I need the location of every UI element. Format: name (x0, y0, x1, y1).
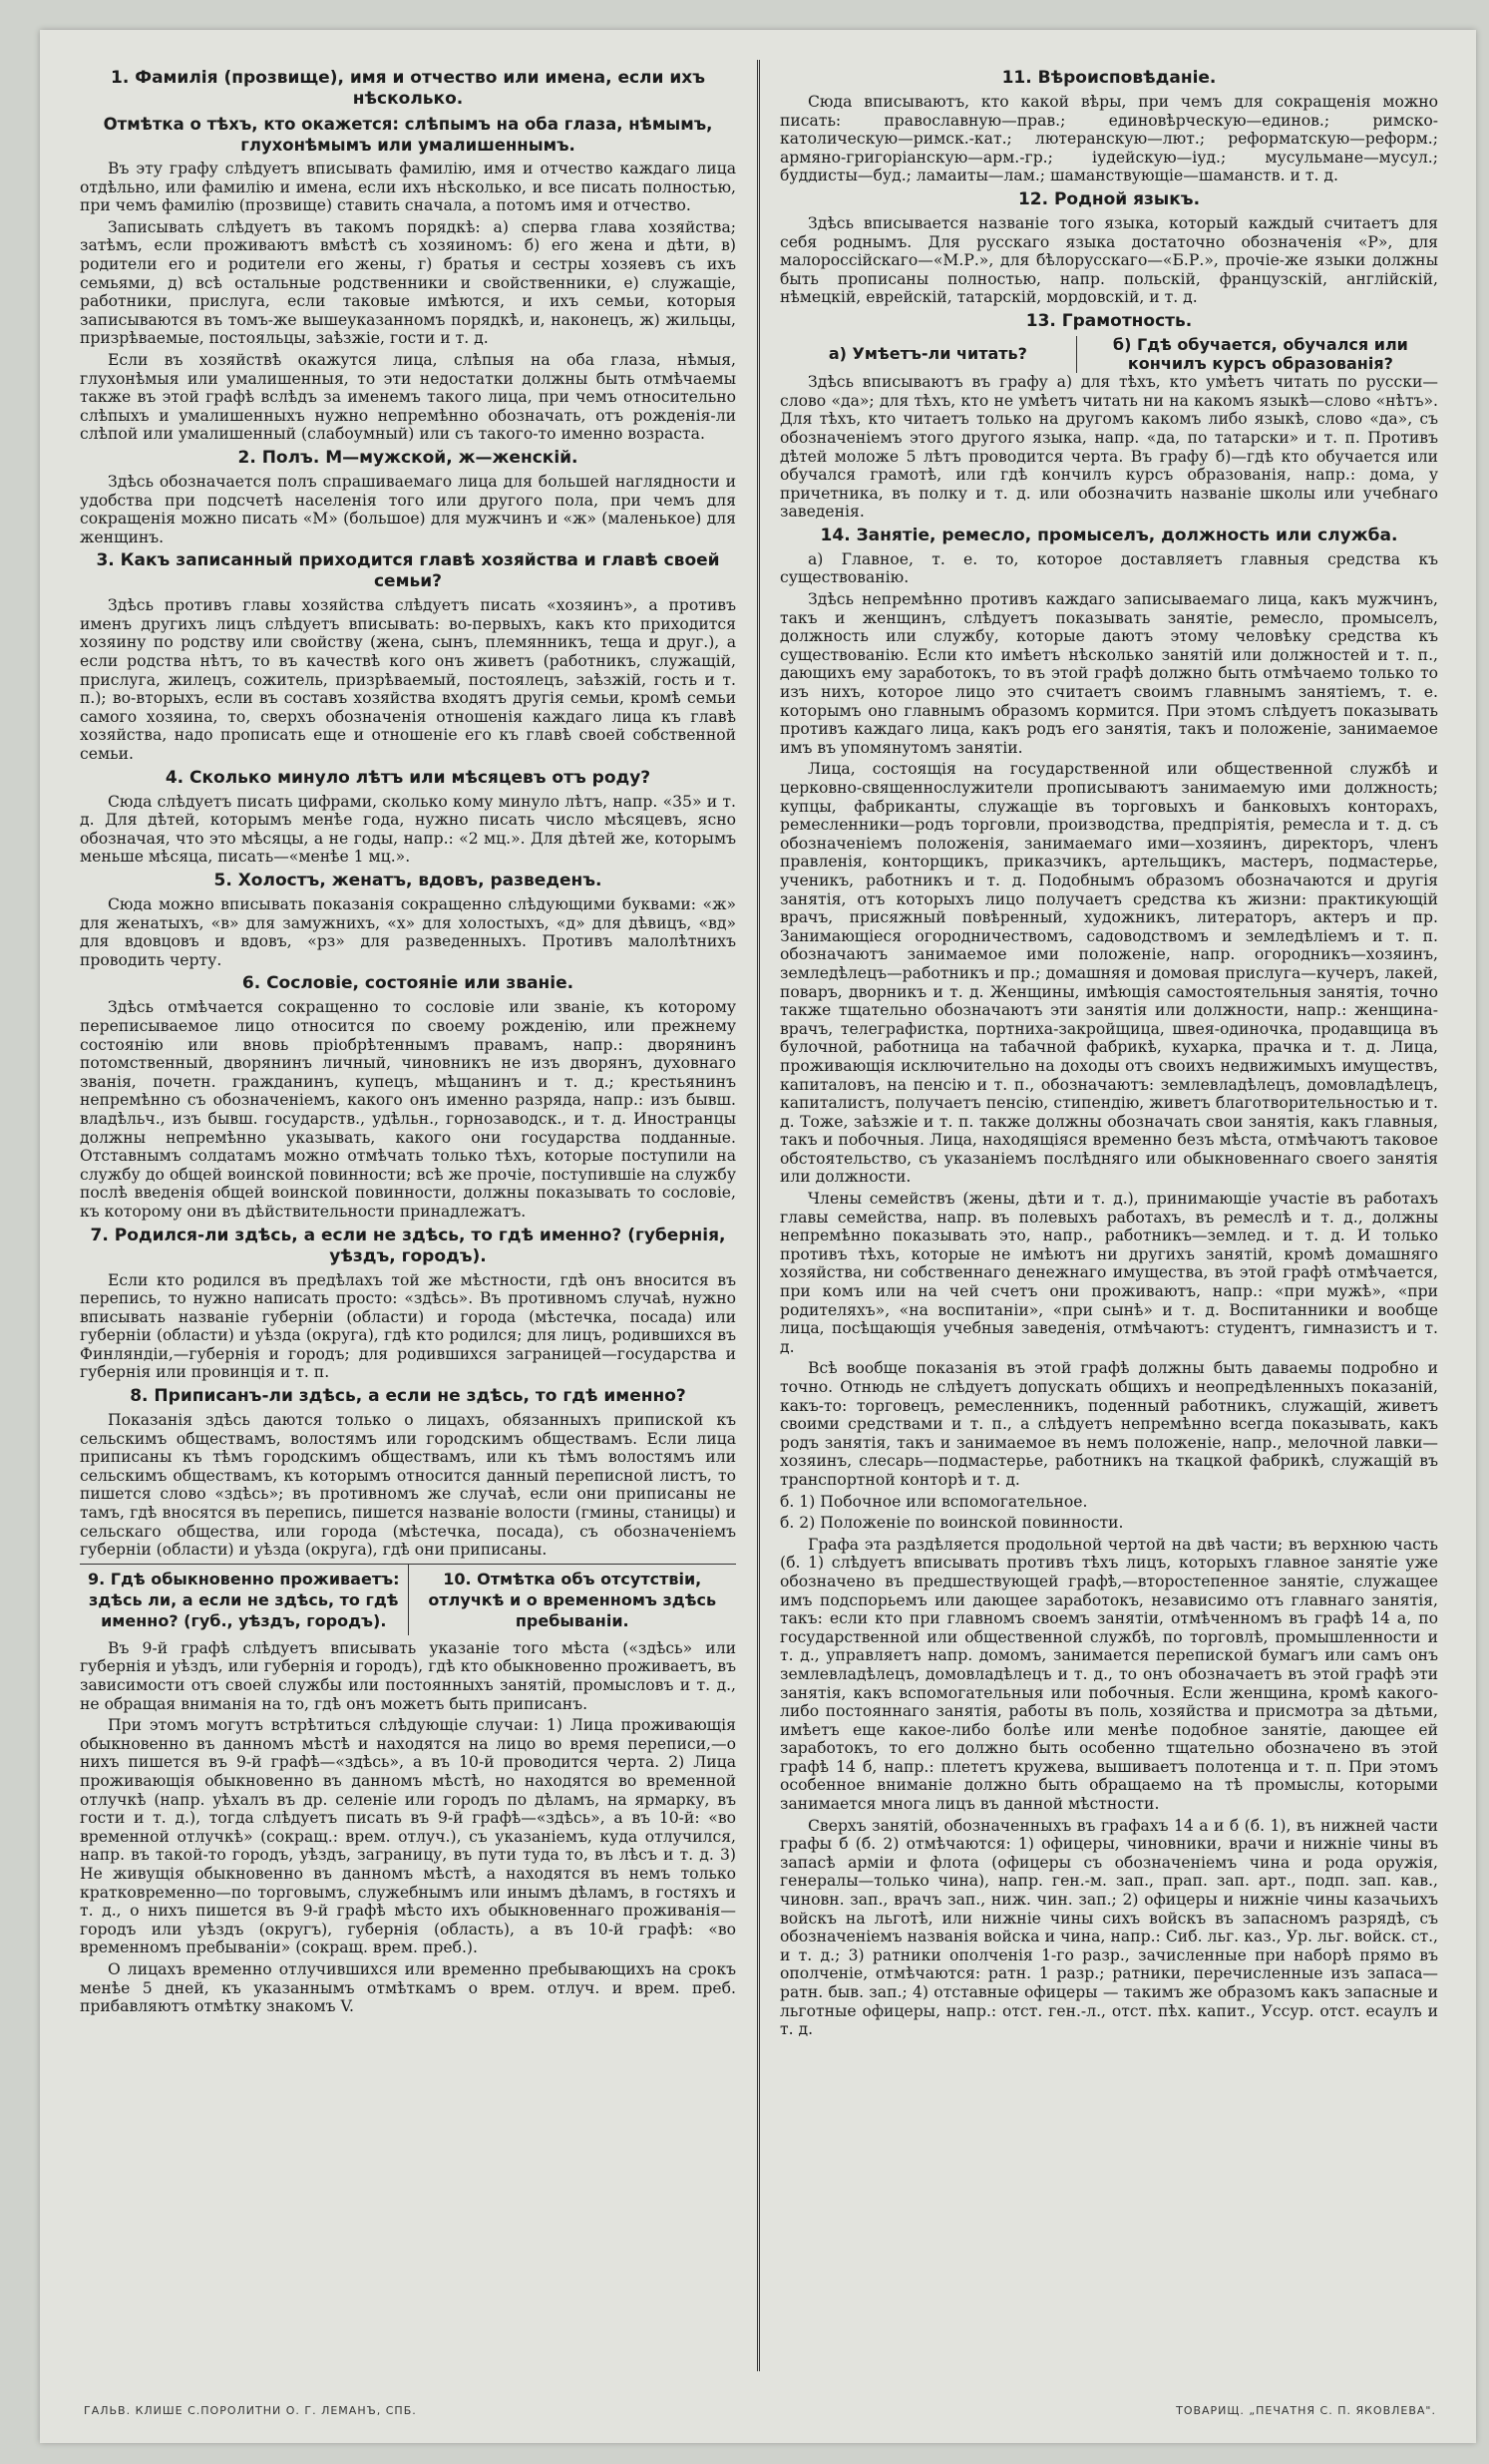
section-1-paragraph: Въ эту графу слѣдуетъ вписывать фамилію, имя и отчество каждаго лица отдѣльно, или фамилію и имена, если ихъ нѣсколько, и все писать полностью, при чемъ фамилію (прозвище) ставить сначала, а потомъ имя и отчество. (80, 160, 736, 215)
section-14-paragraph: Здѣсь непремѣнно противъ каждаго записываемаго лица, какъ мужчинъ, такъ и женщинъ, слѣдуетъ показывать занятіе, ремесло, промыселъ, должность или службу, которые даютъ этому человѣку средства къ существованію. Если кто имѣетъ нѣсколько занятій или должностей и т. п., дающихъ ему заработокъ, то въ этой графѣ должно быть отмѣчаемо только то изъ нихъ, которое лицо это считаетъ своимъ главнымъ занятіемъ, т. е. которымъ оно главнымъ образомъ кормится. При этомъ слѣдуетъ показывать противъ каждаго лица, какъ родъ его занятія, такъ и положеніе, занимаемое имъ въ упомянутомъ занятіи. (780, 590, 1438, 757)
section-14-subheading-b1: б. 1) Побочное или вспомогательное. (780, 1492, 1088, 1511)
left-column (80, 64, 736, 2373)
sections-9-10-header (80, 1564, 736, 1635)
section-8-paragraph: Показанія здѣсь даются только о лицахъ, обязанныхъ припиской къ сельскимъ обществамъ, волостямъ или городскимъ обществамъ. Если лица приписаны къ тѣмъ городскимъ обществамъ, или къ тѣмъ волостямъ или сельскимъ обществамъ, къ которымъ относится данный переписной листъ, то пишется слово «здѣсь»; въ противномъ же случаѣ, если они приписаны не тамъ, гдѣ вносятся въ перепись, пишется названіе волости (гмины, станицы) и сельскаго общества, или города (мѣстечка, посада), съ обозначеніемъ губерніи (области) и уѣзда (округа), гдѣ они приписаны. (80, 1411, 736, 1560)
section-1-paragraph: Записывать слѣдуетъ въ такомъ порядкѣ: а) сперва глава хозяйства; затѣмъ, если проживаютъ вмѣстѣ съ хозяиномъ: б) его жена и дѣти, в) родители его и родители его жены, г) братья и сестры хозяевъ съ ихъ семьями, д) всѣ остальные родственники и свойственники, е) служащіе, работники, прислуга, если таковые имѣются, и ихъ семьи, которыя записываются въ томъ-же вышеуказанномъ порядкѣ, и, наконецъ, ж) жильцы, призрѣваемые, постояльцы, заѣзжіе, гости и т. д. (80, 217, 736, 348)
census-instruction-page (40, 30, 1476, 2443)
section-9-paragraph: При этомъ могутъ встрѣтиться слѣдующіе случаи: 1) Лица проживающія обыкновенно въ данномъ мѣстѣ и находятся на лицо во время переписи,—о нихъ пишется въ 9-й графѣ—«здѣсь», а въ 10-й проводится черта. 2) Лица проживающія обыкновенно въ данномъ мѣстѣ, но находятся во временной отлучкѣ (напр. уѣхалъ въ др. селеніе или городъ по дѣламъ, на ярмарку, въ гости и т. д.), тогда слѣдуетъ писать въ 9-й графѣ—«здѣсь», а въ 10-й: «во временной отлучкѣ» (сокращ.: врем. отлуч.), съ указаніемъ, куда отлучился, напр. въ такой-то городъ, уѣздъ, заграницу, въ пути туда то, въ лѣсъ и т. д. 3) Не живущія обыкновенно въ данномъ мѣстѣ, а находятся въ немъ только кратковременно—по торговымъ, служебнымъ или инымъ дѣламъ, в гостяхъ и т. д., о нихъ пишется въ 9-й графѣ мѣсто ихъ обыкновеннаго проживанія—городъ или уѣздъ (округъ), губернія (область), а въ 10-й графѣ: «во временномъ пребываніи» (сокращ. врем. преб.). (80, 1716, 736, 1957)
column-divider (757, 60, 760, 2371)
section-11-title: 11. Вѣроисповѣданіе. (1001, 68, 1217, 88)
right-column (780, 64, 1438, 2373)
section-2-title: 2. Полъ. М—мужской, ж—женскій. (237, 447, 578, 468)
printer-credit-left: ГАЛЬВ. КЛИШЕ С.ПОРОЛИТНИ О. Г. ЛЕМАНЪ, СПБ. (84, 2404, 417, 2417)
section-1-title: 1. Фамилія (прозвище), имя и отчество или имена, если ихъ нѣсколько. (111, 68, 705, 109)
section-9-title: 9. Гдѣ обыкновенно проживаетъ: здѣсь ли, а если не здѣсь, то гдѣ именно? (губ., уѣздъ, городъ). (87, 1569, 400, 1630)
section-4-paragraph: Сюда слѣдуетъ писать цифрами, сколько кому минуло лѣтъ, напр. «35» и т. д. Для дѣтей, которымъ менѣе года, нужно писать число мѣсяцевъ, ясно обозначая, что это мѣсяцы, а не годы, напр.: «2 мц.». Для дѣтей же, которымъ меньше мѣсяца, писать—«менѣе 1 мц.». (80, 792, 736, 867)
section-10-header-cell (408, 1565, 737, 1635)
section-7-paragraph: Если кто родился въ предѣлахъ той же мѣстности, гдѣ онъ вносится въ перепись, то нужно написать просто: «здѣсь». Въ противномъ случаѣ, нужно вписывать названіе губерніи (области) и города (мѣстечка, посада) или губерніи (области) и уѣзда (округа), гдѣ кто родился; для лицъ, родившихся въ Финляндіи,—губернія и городъ; для родившихся заграницей—государства и губернія или провинція и т. п. (80, 1270, 736, 1382)
section-7-title: 7. Родился-ли здѣсь, а если не здѣсь, то гдѣ именно? (губернія, уѣздъ, городъ). (90, 1225, 726, 1266)
section-1-paragraph: Если въ хозяйствѣ окажутся лица, слѣпыя на оба глаза, нѣмыя, глухонѣмыя или умалишенныя, то эти недостатки должны быть отмѣчаемы также въ этой графѣ вслѣдъ за именемъ такого лица, при чемъ относительно слѣпыхъ и умалишенныхъ нужно непремѣнно обозначать, отъ рожденія-ли слѣпой или умалишенный (слабоумный) или съ такого-то именно возраста. (80, 350, 736, 444)
section-14-subheading-a: а) Главное, т. е. то, которое доставляетъ главныя средства къ существованію. (780, 549, 1438, 587)
section-10-title: 10. Отмѣтка объ отсутствіи, отлучкѣ и о временномъ здѣсь пребываніи. (428, 1569, 717, 1630)
section-12-paragraph: Здѣсь вписывается названіе того языка, который каждый считаетъ для себя роднымъ. Для русскаго языка достаточно обозначенія «Р», для малороссійскаго—«М.Р.», для бѣлорусскаго—«Б.Р.», прочіе-же языки должны быть прописаны полностью, напр. польскій, французскій, англійскій, нѣмецкій, еврейскій, татарскій, мордовскій, и т. д. (780, 213, 1438, 307)
section-5-title: 5. Холостъ, женатъ, вдовъ, разведенъ. (213, 871, 602, 890)
section-2-paragraph: Здѣсь обозначается полъ спрашиваемаго лица для большей наглядности и удобства при подсчетѣ населенія того или другого пола, при чемъ для сокращенія можно писать «М» (большое) для мужчинъ и «ж» (маленькое) для женщинъ. (80, 472, 736, 546)
section-9-header-cell (80, 1565, 408, 1635)
section-13-title: 13. Грамотность. (1025, 310, 1193, 331)
section-14-paragraph: Члены семействъ (жены, дѣти и т. д.), принимающіе участіе въ работахъ главы семейства, напр. въ полевыхъ работахъ, въ ремеслѣ и т. д., должны непремѣнно показывать это, напр., работникъ—землед. и т. д. И только противъ тѣхъ, которые не имѣютъ ни другихъ занятій, кромѣ домашняго хозяйства, ни собственнаго денежнаго имущества, въ этой графѣ отмѣчается, при комъ или на чей счетъ они проживаютъ, напр.: «при мужѣ», «при родителяхъ», «на воспитаніи», «при сынѣ» и т. д. Воспитанники и вообще лица, посѣщающія учебныя заведенія, отмѣчаютъ: студентъ, гимназистъ и т. д. (780, 1190, 1438, 1356)
section-6-paragraph: Здѣсь отмѣчается сокращенно то сословіе или званіе, къ которому переписываемое лицо относится по своему рожденію, или прежнему состоянію или вновь пріобрѣтеннымъ правамъ, напр.: дворянинъ потомственный, дворянинъ личный, чиновникъ не изъ дворянъ, духовнаго званія, почетн. гражданинъ, купецъ, мѣщанинъ и т. д.; крестьянинъ непремѣнно съ обозначеніемъ, какого онъ именно разряда, напр.: изъ бывш. владѣльч., изъ бывш. государств., удѣльн., горнозаводск., и т. д. Иностранцы должны непремѣнно указывать, какого они государства подданные. Отставнымъ солдатамъ можно отмѣчать только тѣхъ, которые поступили на службу до общей воинской повинности; всѣ же прочіе, поступившіе на службу послѣ введенія общей воинской повинности, должны показывать то сословіе, къ которому они въ дѣйствительности принадлежатъ. (80, 998, 736, 1221)
section-12-title: 12. Родной языкъ. (1017, 188, 1201, 209)
section-5-paragraph: Сюда можно вписывать показанія сокращенно слѣдующими буквами: «ж» для женатыхъ, «в» для замужнихъ, «х» для холостыхъ, «д» для дѣвицъ, «вд» для вдовцовъ и вдовъ, «рз» для разведенныхъ. Противъ малолѣтнихъ проводить черту. (80, 895, 736, 969)
section-13-paragraph: Здѣсь вписываютъ въ графу а) для тѣхъ, кто умѣетъ читать по русски—слово «да»; для тѣхъ, кто не умѣетъ читать ни на какомъ языкѣ—слово «нѣтъ». Для тѣхъ, кто читаетъ только на другомъ какомъ либо языкѣ, слово «да», съ обозначеніемъ этого другого языка, напр. «да, по татарски» и т. п. Противъ дѣтей моложе 5 лѣтъ проводится черта. Въ графу б)—гдѣ кто обучается или обучался грамотѣ, или гдѣ кончилъ курсъ образованія, напр.: дома, у причетника, въ полку и т. д. или обозначить названіе школы или учебнаго заведенія. (780, 373, 1438, 522)
section-13-a-label: а) Умѣетъ-ли читать? (828, 344, 1027, 364)
section-6-title: 6. Сословіе, состояніе или званіе. (241, 973, 574, 994)
section-13-subheader (780, 336, 1438, 373)
section-13-b-label: б) Гдѣ обучается, обучался или кончилъ курсъ образованія? (1076, 336, 1438, 373)
section-9-paragraph: О лицахъ временно отлучившихся или временно пребывающихъ на срокъ менѣе 5 дней, къ указаннымъ отмѣткамъ о врем. отлуч. и врем. преб. прибавляютъ отмѣтку знакомъ V. (80, 1959, 736, 2016)
section-11-paragraph: Сюда вписываютъ, кто какой вѣры, при чемъ для сокращенія можно писать: православную—прав.; единовѣрческую—единов.; римско-католическую—римск.-кат.; лютеранскую—лют.; реформатскую—реформ.; армяно-григоріанскую—арм.-гр.; іудейскую—іуд.; мусульмане—мусул.; буддисты—буд.; ламаиты—лам.; шаманствующіе—шаманств. и т. д. (780, 93, 1438, 185)
section-9-paragraph: Въ 9-й графѣ слѣдуетъ вписывать указаніе того мѣста («здѣсь» или губернія и уѣздъ, или губернія и городъ), гдѣ кто обыкновенно проживаетъ, въ зависимости отъ своей службы или постоянныхъ занятій, промысловъ и т. д., не обращая вниманія на то, гдѣ онъ можетъ быть приписанъ. (80, 1638, 736, 1713)
section-4-title: 4. Сколько минуло лѣтъ или мѣсяцевъ отъ роду? (165, 767, 651, 788)
section-14-paragraph: Сверхъ занятій, обозначенныхъ въ графахъ 14 а и б (б. 1), въ нижней части графы б (б. 2) отмѣчаются: 1) офицеры, чиновники, врачи и нижніе чины въ запасѣ арміи и флота (офицеры съ обозначеніемъ чина и рода оружія, генералы—только чина), напр. ген.-м. зап., прап. зап. арт., подп. зап. кав., чиновн. зап., врачъ зап., ниж. чин. зап.; 2) офицеры и нижніе чины казачьихъ войскъ на льготѣ, или нижніе чины сихъ войскъ въ запасномъ разрядѣ, съ обозначеніемъ названія войска и чина, напр.: Сиб. льг. каз., Ур. льг. войск. ст., и т. д.; 3) ратники ополченія 1-го разр., зачисленные при наборѣ прямо въ ополченіе, отмѣчаются: ратн. 1 разр.; ратники, перечисленные изъ запаса—ратн. быв. зап.; 4) отставные офицеры — такимъ же образомъ какъ запасные и льготные офицеры, напр.: отст. ген.-л., отст. пѣх. капит., Уссур. отст. есаулъ и т. д. (780, 1816, 1438, 2039)
section-14-paragraph: Всѣ вообще показанія въ этой графѣ должны быть даваемы подробно и точно. Отнюдь не слѣдуетъ допускать общихъ и неопредѣленныхъ показаній, какъ-то: торговецъ, ремесленникъ, поденный работникъ, служащій, живетъ своими средствами и т. п., а слѣдуетъ непремѣнно всегда показывать, какъ родъ занятія, такъ и занимаемое въ немъ положеніе, напр., мелочной лавки—хозяинъ, слесарь—подмастерье, работникъ на ткацкой фабрикѣ, служащій въ транспортной конторѣ и т. д. (780, 1359, 1438, 1489)
section-14-title: 14. Занятіе, ремесло, промыселъ, должность или служба. (820, 525, 1398, 545)
section-3-title: 3. Какъ записанный приходится главѣ хозяйства и главѣ своей семьи? (96, 550, 720, 592)
section-14-paragraph: Лица, состоящія на государственной или общественной службѣ и церковно-священнослужители прописываютъ занимаемую ими должность; купцы, фабриканты, служащіе въ торговыхъ и банковыхъ конторахъ, ремесленники—родъ торговли, производства, предпріятія, ремесла и т. д. съ обозначеніемъ положенія, занимаемаго ими—хозяинъ, директоръ, членъ правленія, конторщикъ, приказчикъ, артельщикъ, мастеръ, подмастерье, ученикъ, работникъ и т. д. Подобнымъ образомъ обозначаются и другія занятія, отъ которыхъ лицо получаетъ средства къ жизни: практикующій врачъ, присяжный повѣренный, художникъ, литераторъ, актеръ и пр. Занимающіеся огородничествомъ, садоводствомъ и земледѣліемъ и т. п. обозначаютъ занимаемое ими положеніе, напр. огородникъ—хозяинъ, земледѣлецъ—работникъ и пр.; домашняя и домовая прислуга—кучеръ, лакей, поваръ, дворникъ и т. д. Женщины, имѣющія самостоятельныя занятія, точно также тщательно обозначаютъ эти занятія или должности, напр.: женщина-врачъ, телеграфистка, портниха-закройщица, швея-одиночка, продавщица въ булочной, работница на табачной фабрикѣ, кухарка, прачка и т. д. Лица, проживающія исключительно на доходы отъ своихъ недвижимыхъ имуществъ, капиталовъ, на пенсію и т. п., обозначаютъ: землевладѣлецъ, домовладѣлецъ, капиталистъ, получаетъ пенсію, стипендію, живетъ благотворительностью и т. д. Тоже, заѣзжіе и т. п. также должны обозначать свои занятія, какъ главныя, такъ и побочныя. Лица, находящіяся временно безъ мѣста, отмѣчаютъ таковое обстоятельство, съ указаніемъ послѣдняго или обыкновеннаго своего занятія или должности. (780, 760, 1438, 1187)
printer-credit-right: ТОВАРИЩ. „ПЕЧАТНЯ С. П. ЯКОВЛЕВА". (1176, 2404, 1436, 2417)
section-1-subtitle: Отмѣтка о тѣхъ, кто окажется: слѣпымъ на оба глаза, нѣмымъ, глухонѣмымъ или умалишеннымъ. (103, 115, 713, 155)
section-3-paragraph: Здѣсь противъ главы хозяйства слѣдуетъ писать «хозяинъ», а противъ именъ другихъ лицъ слѣдуетъ вписывать: во-первыхъ, какъ кто приходится хозяину по родству или свойству (жена, сынъ, племянникъ, теща и друг.), а если родства нѣтъ, то въ качествѣ кого онъ живетъ (работникъ, служащій, прислуга, жилецъ, сожитель, призрѣваемый, постоялецъ, заѣзжій, гость и т. п.); во-вторыхъ, если въ составъ хозяйства входятъ другія семьи, кромѣ семьи самого хозяина, то, сверхъ обозначенія отношенія каждаго лица къ главѣ хозяйства, надо прописать еще и отношеніе его къ главѣ своей собственной семьи. (80, 596, 736, 764)
section-14-subheading-b2: б. 2) Положеніе по воинской повинности. (780, 1514, 1124, 1533)
section-8-title: 8. Приписанъ-ли здѣсь, а если не здѣсь, то гдѣ именно? (130, 1386, 686, 1407)
section-14-paragraph: Графа эта раздѣляется продольной чертой на двѣ части; въ верхнюю часть (б. 1) слѣдуетъ вписывать противъ тѣхъ лицъ, которыхъ главное занятіе уже обозначено въ предшествующей графѣ,—второстепенное занятіе, служащее имъ подспорьемъ или дающее заработокъ, независимо отъ главнаго занятія, такъ: если кто при главномъ своемъ занятіи, отмѣченномъ въ графѣ 14 а, по государственной или общественной службѣ, по торговлѣ, промышленности и т. д., управляетъ напр. домомъ, занимается перепиской бумагъ или самъ онъ землевладѣлецъ, домовладѣлецъ и т. д., то онъ обозначаетъ въ этой графѣ эти занятія, какъ вспомогательныя или побочныя. Если женщина, кромѣ какого-либо постояннаго занятія, работы въ поль, хозяйства и присмотра за дѣтьми, имѣетъ еще какое-либо болѣе или менѣе подобное занятіе, дающее ей заработокъ, то его должно быть особенно тщательно обозначено въ этой графѣ 14 б, напр.: плететъ кружева, вышиваетъ полотенца и т. п. При этомъ особенное вниманіе должно быть обращаемо на тѣ промыслы, которыми занимается многа лицъ въ данной мѣстности. (780, 1535, 1438, 1814)
